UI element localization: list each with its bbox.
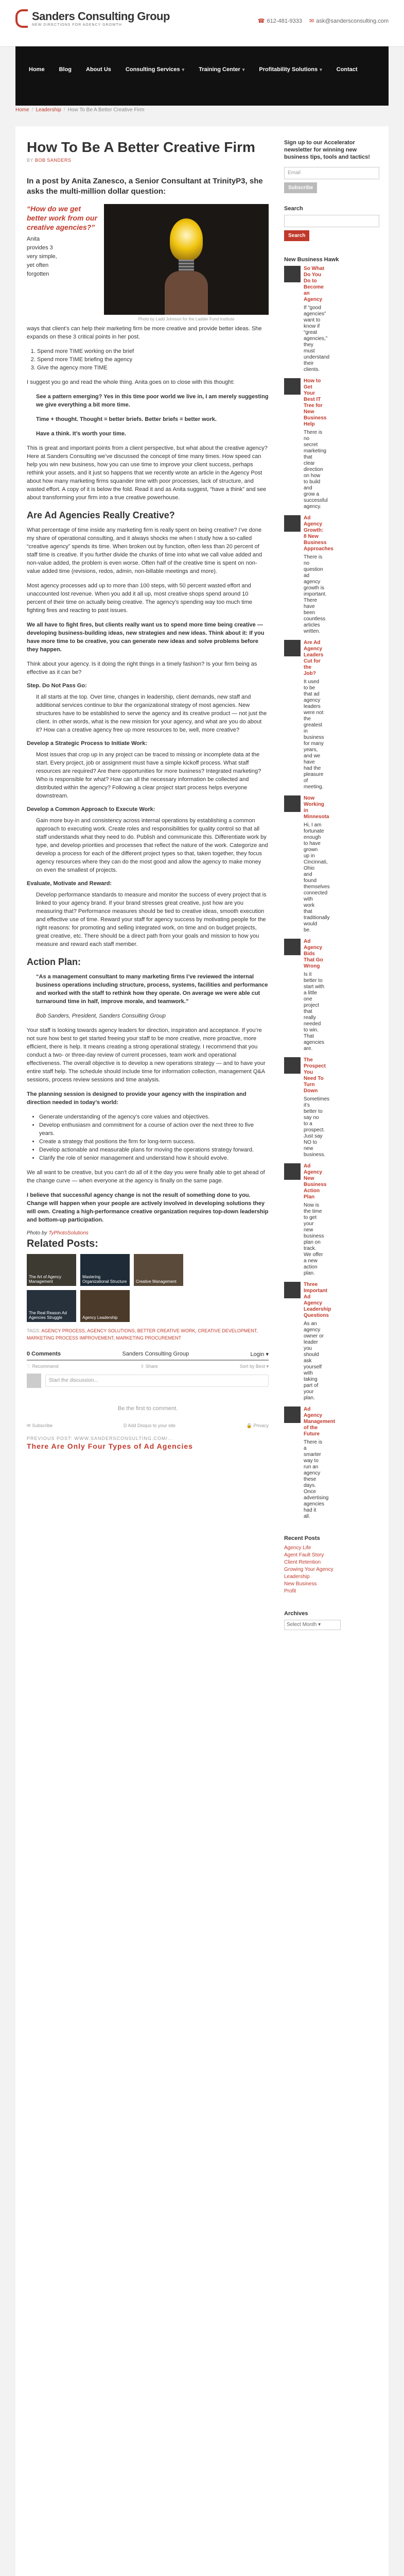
tags-label: TAGS:	[27, 1328, 41, 1333]
comment-input[interactable]: Start the discussion...	[45, 1375, 269, 1387]
recent-post-link[interactable]: Agent Fault Story	[284, 1552, 324, 1558]
privacy-label: Privacy	[253, 1423, 269, 1428]
search-input[interactable]	[284, 215, 379, 227]
phone-icon: ☎	[257, 18, 265, 24]
comment-count: 0 Comments	[27, 1351, 61, 1357]
list-item: 1. Spend more TIME working on the brief	[37, 347, 269, 355]
chevron-down-icon: ▾	[320, 67, 322, 72]
sort-dropdown[interactable]	[240, 1364, 269, 1369]
nav-label: Training Center	[199, 66, 240, 73]
pull-quote-link[interactable]: “How do we get better work from our creative agencies?”	[27, 205, 97, 231]
related-thumbnail: The Art of Agency Management	[27, 1254, 76, 1286]
objectives-list	[27, 1113, 269, 1162]
article-image	[104, 204, 269, 315]
nav-item-profitability[interactable]	[252, 61, 329, 78]
sidebar-post-title[interactable]: How to Get Your Best IT Tree for New Business Help	[304, 378, 327, 427]
logo-tagline: NEW DIRECTIONS FOR AGENCY GROWTH	[32, 23, 122, 27]
recent-post-link[interactable]: New Business	[284, 1581, 317, 1587]
hand-shape	[165, 271, 208, 315]
list-item: • Clarify the role of senior management and understand how it should evolve.	[39, 1154, 269, 1162]
archive-select-label: Select Month	[287, 1622, 317, 1628]
section-heading: Are Ad Agencies Really Creative?	[27, 510, 175, 520]
list-item: • Develop enthusiasm and commitment for a course of action over the next three to five years.	[39, 1121, 269, 1138]
subheading: Develop a Common Approach to Execute Work:	[27, 806, 155, 812]
paragraph: This is great and important points from a client perspective, but what about the creative agency? Here at Sanders Consulting we’ve discussed the concept of time many times. How speed can help you win new business, how you can use time to improve your client success, perhaps rethink your assets, and it just so happens that we recently wrote an article in the Agency Post about how many marketing firms squander time with poor processes, lack of structure, and wasted effort. A copy of it is below the fold. Read it and as Anita suggest, “have a think” and see about transforming your firm into a true creative powerhouse.	[27, 445, 268, 501]
previous-post	[27, 1436, 269, 1450]
post-thumbnail	[284, 378, 301, 395]
search-form	[284, 215, 379, 227]
discussion-composer	[27, 1374, 269, 1388]
related-thumbnail: Mastering Organizational Structure	[80, 1254, 130, 1286]
paragraph: ways that client’s can help their marketing firm be more creative and provide better ideas. She expands on these 3 critical points in her post.	[27, 326, 262, 340]
new-business-heading: New Business Hawk	[284, 257, 339, 263]
sidebar-post[interactable]	[284, 795, 379, 934]
sidebar-post-title[interactable]: Ad Agency Growth: 8 New Business Approaches	[304, 515, 333, 552]
breadcrumb-home[interactable]: Home	[15, 107, 29, 113]
related-post[interactable]	[27, 1290, 76, 1322]
nav-label: Consulting Services	[125, 66, 180, 73]
byline-prefix: BY	[27, 158, 33, 163]
sidebar-post-title[interactable]: Three Important Ad Agency Leadership Questions	[304, 1282, 331, 1318]
subheading: Step. Do Not Pass Go:	[27, 683, 87, 689]
subheading: Evaluate, Motivate and Reward:	[27, 880, 112, 887]
quote: See a pattern emerging? Yes in this time poor world we live in, I am merely suggesting we give everything a bit more time.	[36, 394, 269, 408]
image-caption: Photo by Ladd Johnson for the Ladder Fund Institute	[138, 317, 235, 321]
paragraph: I suggest you go and read the whole thing. Anita goes on to close with this thought:	[27, 379, 235, 385]
author-link[interactable]: BOB SANDERS	[34, 158, 72, 163]
related-post[interactable]	[80, 1290, 130, 1322]
subscribe-button[interactable]: Subscribe	[284, 182, 317, 193]
related-post[interactable]	[134, 1254, 183, 1286]
empty-comments-message: Be the first to comment.	[117, 1405, 178, 1412]
privacy-link[interactable]	[247, 1423, 269, 1429]
citation: Bob Sanders, President, Sanders Consulting Group	[36, 1013, 166, 1019]
paragraph: It all starts at the top. Over time, changes in leadership, client demands, new staff and additional services continue to blur the organizational strategy of most agencies. New structures have to be established to serve the agency and its creative product — not just the client. In other words, what is the new mission for your agency, and what are you do about it? How can a creative agency free up more resources to be, well, more creative?	[36, 694, 267, 733]
sidebar	[284, 139, 379, 1630]
sidebar-post-title[interactable]: Ad Agency Management of the Future	[304, 1406, 336, 1437]
nav-item-consulting[interactable]	[118, 61, 191, 78]
page-title: How To Be A Better Creative Firm	[27, 139, 255, 155]
paragraph: Gain more buy-in and consistency across internal operations by establishing a common approach to executing work. Create roles and responsibilities for quality control so that all staff understands what they need to do. Publish and communicate this. Differentiate work by type, and develop priorities and processes that reflect the nature of the work. Categorize and develop a process for each of the different project types so that, taken together, they focus agency resources where they can do the most good and allow the agency to make money on even the smallest of projects.	[36, 818, 268, 873]
recent-post-link[interactable]: Agency Life	[284, 1545, 311, 1551]
byline	[27, 158, 269, 163]
sidebar-post-excerpt: Hi, I am fortunate enough to have grown up in Cincinnati, Ohio and found themselves connected with work that traditionally would be.	[304, 822, 330, 933]
nav-label: Profitability Solutions	[259, 66, 318, 73]
page-content	[15, 126, 389, 2576]
post-thumbnail	[284, 795, 301, 812]
sidebar-post-excerpt: As an agency owner or leader you should ask yourself with taking part of your plan.	[304, 1321, 324, 1401]
paragraph: Think about your agency. Is it doing the right things in a timely fashion? Is your firm being as effective as it can be?	[27, 661, 257, 675]
chevron-down-icon: ▾	[242, 67, 245, 72]
intro-left	[27, 204, 99, 279]
sidebar-post[interactable]	[284, 1057, 379, 1158]
list-item: 2. Spend more TIME briefing the agency	[37, 355, 269, 364]
recent-post-link[interactable]: Leadership	[284, 1574, 310, 1580]
sidebar-post-excerpt: If “good agencies” want to know if “great agencies,” they must understand their clients.	[304, 305, 330, 372]
newsletter-heading: Sign up to our Accelerator newsletter for winning new business tips, tools and tactics!	[284, 140, 370, 160]
mail-icon: ✉	[309, 18, 314, 24]
sidebar-post-title[interactable]: Now Working in Minnesota	[304, 795, 329, 820]
header-contacts	[258, 18, 389, 24]
chevron-down-icon: ▾	[318, 1622, 321, 1628]
lightbulb-icon	[170, 218, 203, 261]
discussion-footer	[27, 1423, 269, 1429]
sidebar-post-excerpt: There is no question ad agency growth is important. There have been countless articles written.	[304, 554, 327, 634]
quote: Time + thought. Thought = better briefs. Better briefs = better work.	[36, 416, 217, 422]
nav-label: Home	[29, 66, 45, 73]
tags-list[interactable]: AGENCY PROCESS, AGENCY SOLUTIONS, BETTER CREATIVE WORK, CREATIVE DEVELOPMENT, MARKETING PROCESS IMPROVEMENT, MARKETING PROCUREMENT	[27, 1328, 258, 1341]
post-thumbnail	[284, 515, 301, 532]
search-button[interactable]: Search	[284, 230, 309, 241]
paragraph: We all want to be creative, but you can’t do all of it the day you were finally able to get ahead of the change curve — when everyone at the agency is finally on the same page.	[27, 1170, 265, 1184]
previous-post-link[interactable]: There Are Only Four Types of Ad Agencies	[27, 1442, 193, 1450]
intro-block	[27, 204, 269, 321]
list-item: 3. Give the agency more TIME	[37, 364, 269, 372]
post-thumbnail	[284, 266, 301, 282]
sidebar-post[interactable]	[284, 1406, 379, 1520]
recent-post-link[interactable]: Client Retention	[284, 1560, 321, 1565]
nav-item-home[interactable]	[22, 61, 52, 78]
quote: The planning session is designed to provide your agency with the inspiration and direction needed in today’s world:	[27, 1091, 247, 1106]
recent-post-link[interactable]: Profit	[284, 1588, 296, 1594]
breadcrumb-leadership[interactable]: Leadership	[36, 107, 61, 113]
bulb-base	[179, 260, 194, 271]
site-logo[interactable]	[15, 9, 170, 28]
nav-label: Blog	[59, 66, 72, 73]
sidebar-post-excerpt: Now is the time to get your new business plan on track. We offer a new action plan.	[304, 1202, 324, 1276]
site-header	[0, 0, 404, 47]
article-intro: In a post by Anita Zanesco, a Senior Consultant at TrinityP3, she asks the multi-million dollar question:	[27, 177, 263, 196]
recommend-button[interactable]	[27, 1364, 59, 1369]
mail-icon: ✉	[27, 1423, 31, 1428]
comments-toolbar	[27, 1364, 269, 1369]
add-disqus-label: Add Disqus to your site	[128, 1423, 175, 1428]
phone-number: 612-481-9333	[267, 18, 302, 24]
sidebar-post[interactable]	[284, 515, 379, 635]
share-button[interactable]	[140, 1364, 158, 1369]
email-address: ask@sandersconsulting.com	[316, 18, 389, 24]
list-item: • Develop actionable and measurable plans for moving the operations strategy forward.	[39, 1146, 269, 1154]
post-thumbnail	[284, 1282, 301, 1298]
list-item: • Generate understanding of the agency’s core values and objectives.	[39, 1113, 269, 1121]
quote: Have a think. It’s worth your time.	[36, 431, 127, 437]
related-thumbnail: The Real Reason Ad Agencies Struggle	[27, 1290, 76, 1322]
nav-item-about[interactable]	[79, 61, 118, 78]
sort-label: Sort by Best	[239, 1364, 265, 1369]
related-posts	[27, 1254, 186, 1322]
nav-item-blog[interactable]	[52, 61, 79, 78]
paragraph: Develop performance standards to measure and monitor the success of every project that is linked to your agency brand. If your brand stresses great creative, just how are you measuring that? Performance measures should be tied to creative ideas, smooth execution and effective use of time. Reward your staff for agency success by motivating people for the right reasons: for promoting and selling integrated work, on time and on budget projects, great creative, etc. There should be a direct path from your goals and mission to how you measure and reward each staff member.	[36, 892, 267, 947]
login-button[interactable]	[250, 1351, 269, 1358]
sidebar-post[interactable]	[284, 266, 379, 373]
list-item: • Create a strategy that positions the firm for long-term success.	[39, 1138, 269, 1146]
sidebar-post-title[interactable]: Ad Agency New Business Action Plan	[304, 1163, 327, 1200]
sidebar-post-title[interactable]: Are Ad Agency Leaders Cut for the Job?	[304, 640, 324, 676]
comments-header	[27, 1351, 269, 1361]
nav-item-training[interactable]	[191, 61, 252, 78]
recent-post-link[interactable]: Growing Your Agency	[284, 1567, 333, 1572]
quote: We all have to fight fires, but clients really want us to spend more time being creative — developing business-building ideas, new strategies and new ideas. Think about it: If you have more time to be creative, you can generate new ideas and solve problems before they happen.	[27, 622, 265, 653]
post-thumbnail	[284, 640, 301, 656]
post-thumbnail	[284, 1406, 301, 1423]
email-contact[interactable]	[309, 18, 389, 24]
sidebar-post-title[interactable]: So What Do You Do to Become an Agency	[304, 266, 324, 302]
disqus-icon: D	[123, 1423, 127, 1428]
search-label: Search	[284, 206, 303, 212]
sidebar-post[interactable]	[284, 640, 379, 790]
logo-mark-icon	[15, 9, 28, 28]
related-thumbnail: Creative Management	[134, 1254, 183, 1286]
sidebar-post-excerpt: Is it better to start with a little one project that really needed to win. That agencies are.	[304, 972, 325, 1052]
sidebar-post-title[interactable]: Ad Agency Bids That Go Wrong	[304, 939, 323, 969]
paragraph: Most issues that crop up in any project can be traced to missing or incomplete data at the start. Every project, job or assignment must have a simple kickoff process. What staff resources are required? Are there opportunities for more business? Integrated marketing? Who is responsible for what? How can all the necessary information be collected and distributed within the agency? Following a clear project start process helps everyone downstream.	[36, 752, 261, 799]
comments-brand: Sanders Consulting Group	[122, 1351, 189, 1357]
side-text: Anita provides 3 very simple, yet often forgotten	[27, 236, 57, 277]
article	[27, 139, 269, 1450]
recent-posts-heading: Recent Posts	[284, 1535, 320, 1541]
archives-heading: Archives	[284, 1611, 308, 1617]
share-label: Share	[145, 1364, 158, 1369]
related-thumbnail: Agency Leadership	[80, 1290, 130, 1322]
related-posts-title: Related Posts:	[27, 1238, 98, 1249]
related-post[interactable]	[27, 1254, 76, 1286]
chevron-down-icon: ▾	[182, 67, 185, 72]
main-nav	[15, 46, 389, 106]
paragraph: Most agency processes add up to more than 100 steps, with 50 percent wasted effort and unaccounted lost revenue. When you add it all up, most creative shops spend around 10 percent of their time on actually being creative. The agency’s spending way too much time fighting fires and reacting to past issues.	[27, 583, 253, 614]
sidebar-post-excerpt: There is no secret marketing that clear direction on how to build and grow a successful agency.	[304, 430, 328, 510]
nav-label: Contact	[336, 66, 358, 73]
quote: I believe that successful agency change is not the result of something done to you. Change will happen when your people are actively involved in developing solutions they will own. Creating a high-performance creative organization requires top-down leadership and bottom-up participation.	[27, 1192, 269, 1223]
post-thumbnail	[284, 939, 301, 955]
chevron-down-icon: ▾	[266, 1351, 269, 1358]
breadcrumb-current: How To Be A Better Creative Firm	[67, 107, 145, 113]
subscribe-link[interactable]	[27, 1423, 52, 1429]
share-icon: ⇪	[140, 1364, 145, 1369]
time-list	[27, 347, 269, 372]
archive-select[interactable]	[284, 1620, 341, 1630]
breadcrumb-separator: /	[63, 107, 65, 113]
sidebar-post-excerpt: Sometimes it’s better to say no to a prospect. Just say NO to new business.	[304, 1096, 330, 1158]
recommend-label: Recommend	[32, 1364, 59, 1369]
subheading: Develop a Strategic Process to Initiate Work:	[27, 740, 147, 747]
section-heading: Action Plan:	[27, 957, 81, 967]
quote: “As a management consultant to many marketing firms I’ve reviewed the internal business operations including structure, process, systems, facilities and performance and worked with the staff to rethink how they operate. On average we were able cut turnaround time in half, improve morale, and teamwork.”	[36, 974, 268, 1005]
photo-credit	[27, 1230, 269, 1236]
post-tags	[27, 1327, 269, 1342]
sidebar-post[interactable]	[284, 1163, 379, 1277]
logo-name: Sanders Consulting Group	[32, 9, 170, 23]
paragraph: Your staff is looking towards agency leaders for direction, inspiration and acceptance. If you’re not sure how best to get started freeing your staff to be more creative, more proactive, more efficient, there is help. It means creating a strong operational strategy. I recommend that you conduct a two- or three-day review of current processes, team work and operational effectiveness. The overall objective is to develop a new operations strategy — and to have your entire staff help. The schedule should include time for information collection, management Q&A sessions, process review sessions and time analysis.	[27, 1027, 266, 1083]
recent-posts-list	[284, 1545, 379, 1595]
photo-credit-link[interactable]: TyPhotoSolutions	[48, 1230, 89, 1236]
lock-icon: 🔒	[246, 1423, 252, 1428]
avatar	[27, 1374, 41, 1388]
paragraph: What percentage of time inside any marketing firm is really spent on being creative? I’ve done my share of operational consulting, and it always shocks me when I study how a so-called “creative agency” spends its time. When broken out by function, often less than 20 percent of staff time is creative. If you further divide the chunks of time into what we call value added and non-value added, the problem is even worse. Often half of the creative time is spent on non-value added time (revisions, redos, admin, non-billable meetings and more).	[27, 527, 262, 574]
chevron-down-icon: ▾	[266, 1364, 269, 1369]
post-thumbnail	[284, 1057, 301, 1074]
new-business-posts	[284, 266, 379, 1520]
sidebar-post-excerpt: There is a smarter way to run an agency these days. Once advertising agencies had it all.	[304, 1439, 329, 1519]
sidebar-post-title[interactable]: The Prospect You Need To Turn Down	[304, 1057, 326, 1094]
sidebar-post[interactable]	[284, 939, 379, 1052]
phone-contact[interactable]	[258, 18, 302, 24]
heart-icon: ♡	[27, 1364, 31, 1369]
nav-item-contact[interactable]	[329, 61, 365, 78]
nav-label: About Us	[86, 66, 111, 73]
pull-quote[interactable]	[27, 204, 99, 232]
subscribe-label: Subscribe	[32, 1423, 53, 1428]
sidebar-post[interactable]	[284, 378, 379, 510]
previous-post-label: PREVIOUS POST: WWW.SANDERSCONSULTING.COM/...	[27, 1436, 173, 1441]
sidebar-post-excerpt: It used to be that ad agency leaders were not the greatest in business for many years, and we have had the pleasure of meeting.	[304, 679, 324, 790]
breadcrumb-separator: /	[31, 107, 33, 113]
photo-credit-prefix: Photo by	[27, 1230, 47, 1236]
add-disqus-link[interactable]	[124, 1423, 175, 1429]
login-label: Login	[250, 1351, 265, 1358]
breadcrumb	[15, 107, 145, 113]
email-field[interactable]: Email	[284, 167, 379, 179]
related-post[interactable]	[80, 1254, 130, 1286]
sidebar-post[interactable]	[284, 1282, 379, 1401]
post-thumbnail	[284, 1163, 301, 1180]
